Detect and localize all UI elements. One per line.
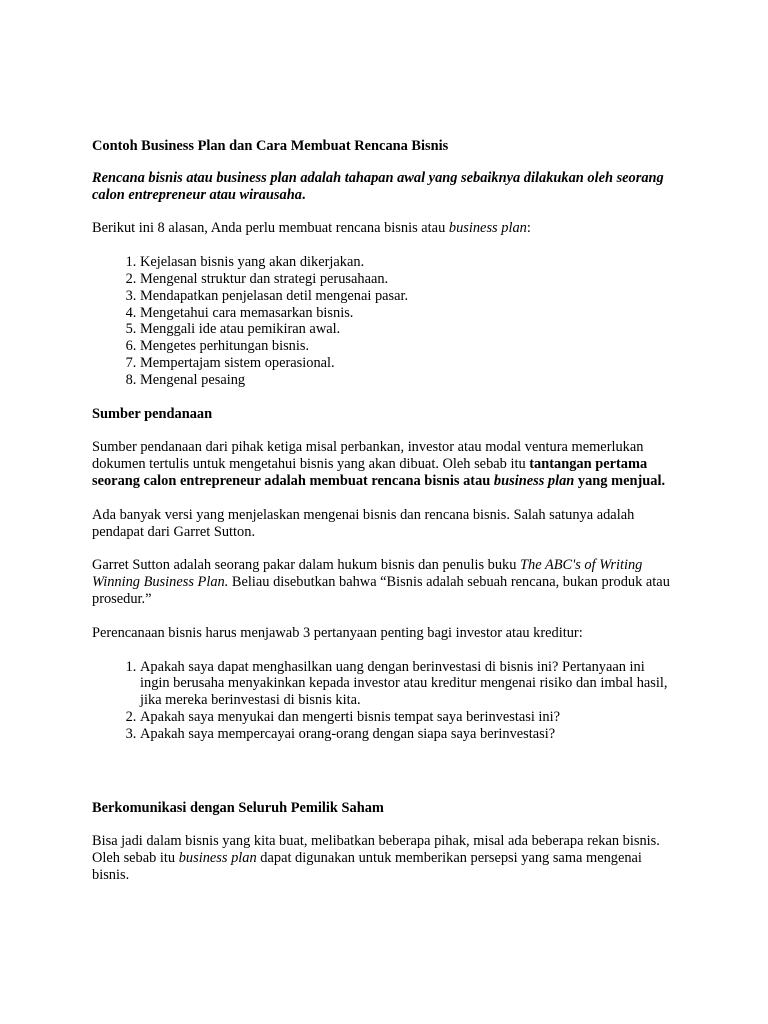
questions-list xyxy=(92,659,672,743)
list-item: 2. Apakah saya menyukai dan mengerti bisnis tempat saya berinvestasi ini? xyxy=(140,709,672,726)
list-item: 3. Apakah saya mempercayai orang-orang dengan siapa saya berinvestasi? xyxy=(140,726,672,743)
communication-text-end: dapat digunakan untuk memberikan persepsi yang sama mengenai bisnis. xyxy=(92,850,642,883)
funding-p1-bold-end: yang menjual. xyxy=(574,472,666,489)
list-item: 1. Apakah saya dapat menghasilkan uang dengan berinvestasi di bisnis ini? Pertanyaan ini ingin berusaha menyakinkan kepada investor atau kreditur mengenai risiko dan imbal hasil, jika mereka berinvestasi di bisnis kita. xyxy=(140,659,672,709)
funding-p1-text: Sumber pendanaan dari pihak ketiga misal perbankan, investor atau modal ventura memerlukan dokumen tertulis untuk mengetahui bisnis yang akan dibuat. Oleh sebab itu xyxy=(92,439,644,473)
list-item: 1. Kejelasan bisnis yang akan dikerjakan. xyxy=(140,254,672,271)
intro-end: . xyxy=(301,186,306,203)
funding-paragraph-1 xyxy=(92,439,672,489)
document-title: Contoh Business Plan dan Cara Membuat Rencana Bisnis xyxy=(92,138,449,154)
list-item: 5. Menggali ide atau pemikiran awal. xyxy=(140,321,672,338)
blank-spacer xyxy=(92,743,672,783)
section-heading-communication: Berkomunikasi dengan Seluruh Pemilik Saham xyxy=(92,799,384,816)
intro-paragraph xyxy=(92,170,672,204)
funding-paragraph-2: Ada banyak versi yang menjelaskan mengenai bisnis dan rencana bisnis. Salah satunya adalah pendapat dari Garret Sutton. xyxy=(92,506,635,540)
communication-italic: business plan xyxy=(178,850,257,867)
reasons-list xyxy=(92,254,672,388)
funding-paragraph-4: Perencanaan bisnis harus menjawab 3 pertanyaan penting bagi investor atau kreditur: xyxy=(92,624,583,641)
list-item: 8. Mengenal pesaing xyxy=(140,372,672,389)
reasons-lead-text: Berikut ini 8 alasan, Anda perlu membuat rencana bisnis atau xyxy=(92,220,449,237)
document-body xyxy=(92,138,672,884)
funding-paragraph-3 xyxy=(92,557,672,607)
section-heading-funding: Sumber pendanaan xyxy=(92,405,213,422)
reasons-lead-end: : xyxy=(526,220,531,237)
intro-text: Rencana bisnis atau business plan adalah tahapan awal yang sebaiknya dilakukan oleh seorang calon entrepreneur atau wirausaha xyxy=(92,169,664,203)
funding-p3-quote: Beliau disebutkan bahwa “Bisnis adalah sebuah rencana, bukan produk atau prosedur.” xyxy=(92,574,670,607)
funding-p1-bold-italic: business plan xyxy=(493,472,575,489)
communication-paragraph xyxy=(92,833,672,883)
list-item: 3. Mendapatkan penjelasan detil mengenai pasar. xyxy=(140,288,672,305)
reasons-lead-italic: business plan xyxy=(448,220,527,237)
list-item: 6. Mengetes perhitungan bisnis. xyxy=(140,338,672,355)
list-item: 2. Mengenal struktur dan strategi perusahaan. xyxy=(140,271,672,288)
funding-p1-bold-text: tantangan pertama seorang calon entrepreneur adalah membuat rencana bisnis atau xyxy=(92,456,648,489)
funding-p3-text: Garret Sutton adalah seorang pakar dalam hukum bisnis dan penulis buku xyxy=(92,557,521,574)
reasons-lead-paragraph xyxy=(92,220,672,237)
list-item: 4. Mengetahui cara memasarkan bisnis. xyxy=(140,305,672,322)
communication-text: Bisa jadi dalam bisnis yang kita buat, melibatkan beberapa pihak, misal ada beberapa rekan bisnis. Oleh sebab itu xyxy=(92,833,660,867)
list-item: 7. Mempertajam sistem operasional. xyxy=(140,355,672,372)
book-title: The ABC's of Writing Winning Business Plan. xyxy=(92,557,643,591)
